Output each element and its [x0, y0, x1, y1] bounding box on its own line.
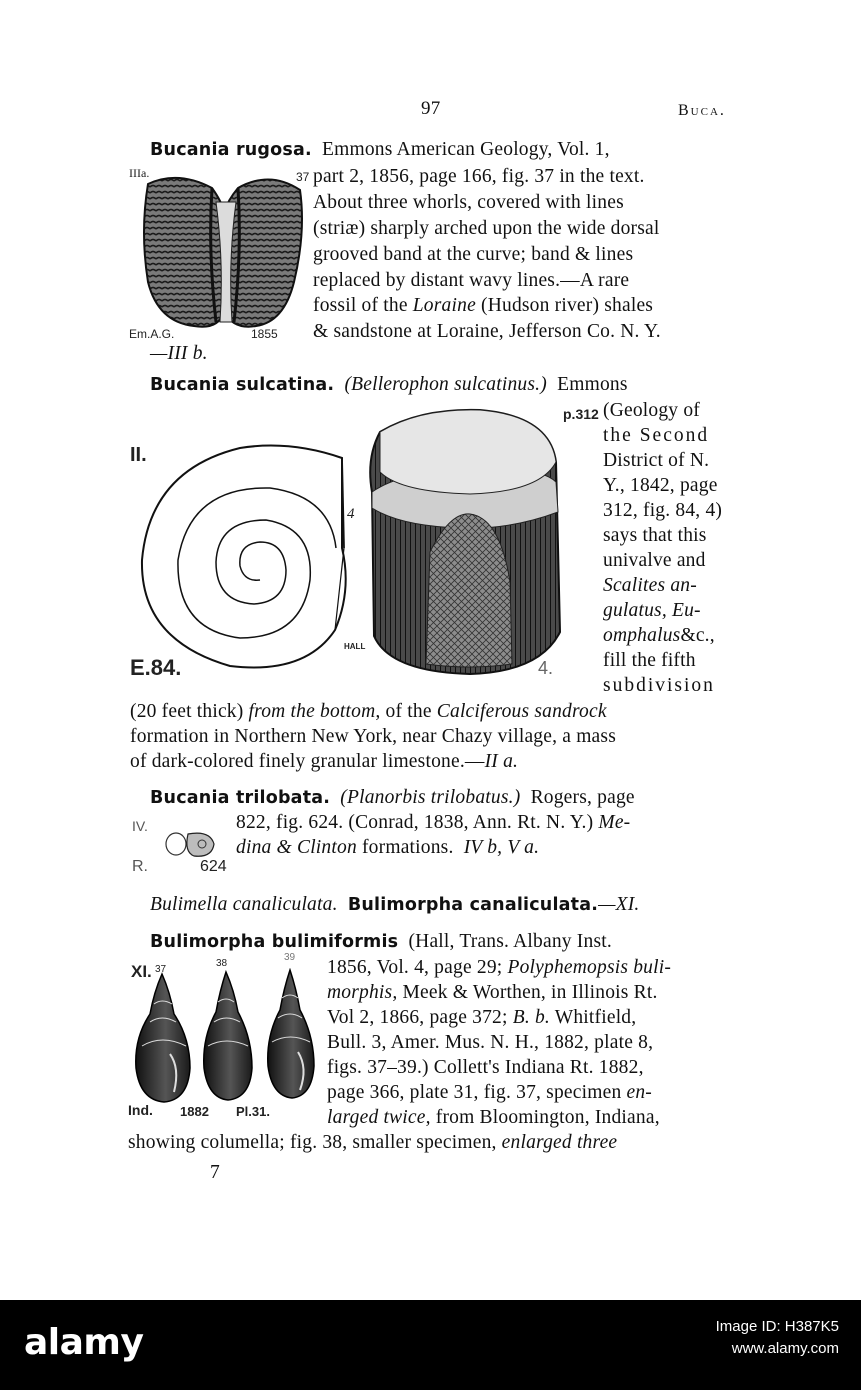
spiral-shell-outline [130, 430, 355, 675]
entry-text-line: (striæ) sharply arched upon the wide dorsal [313, 218, 660, 239]
signature-mark: 7 [210, 1162, 220, 1183]
running-head: Buca. [678, 102, 726, 119]
entry-text-line: (Hall, Trans. Albany Inst. [408, 931, 612, 952]
entry-text-line: Scalites an- [603, 575, 697, 596]
entry-text-line: & sandstone at Loraine, Jefferson Co. N. Y. [313, 321, 661, 342]
figure-label: 39 [284, 952, 296, 963]
figure-label: IIIa. [129, 166, 150, 180]
entry-text-line: larged twice, from Bloomington, Indiana, [327, 1107, 660, 1128]
synonym: (Bellerophon sulcatinus.) [344, 374, 547, 395]
entry-text-line: fill the fifth [603, 650, 696, 671]
figure-label: 4 [347, 506, 355, 522]
figure-label: Em.A.G. [129, 327, 175, 341]
entry-bucania-rugosa [150, 137, 610, 163]
entry-text-line: Vol 2, 1866, page 372; B. b. Whitfield, [327, 1007, 637, 1028]
entry-text-line: subdivision [603, 675, 715, 696]
figure-label: IV. [132, 818, 148, 834]
entry-text-line: the Second [603, 425, 710, 446]
figure-label: 37 [155, 964, 167, 975]
bucania-trilobata-illustration [160, 822, 220, 862]
figure-label: 624 [200, 858, 227, 875]
entry-text-line: District of N. [603, 450, 710, 471]
figure-label: II. [130, 444, 147, 466]
entry-text-line: page 366, plate 31, fig. 37, specimen en- [327, 1082, 652, 1103]
image-id: Image ID: H387K5 [715, 1318, 839, 1335]
figure-label: 38 [216, 958, 228, 969]
bucania-rugosa-illustration [138, 172, 306, 332]
entry-text-line: (Geology of [603, 400, 700, 421]
entry-text-line: says that this [603, 525, 707, 546]
entry-text-line: 822, fig. 624. (Conrad, 1838, Ann. Rt. N. Y.) Me- [236, 812, 631, 833]
entry-text-line: of dark-colored finely granular limestone.—II a. [130, 751, 519, 772]
synonym: Bulimella canaliculata. [150, 894, 338, 915]
species-name: Bucania sulcatina. [150, 375, 335, 395]
page-number: 97 [421, 98, 441, 119]
site-url: www.alamy.com [731, 1340, 839, 1357]
entry-text-line: part 2, 1856, page 166, fig. 37 in the text. [313, 166, 645, 187]
figure-label: E.84. [130, 655, 182, 680]
entry-text-line: univalve and [603, 550, 706, 571]
figure-label: Pl.31. [236, 1104, 270, 1119]
entry-bulimorpha-bulimiformis [150, 929, 612, 955]
entry-text-line: About three whorls, covered with lines [313, 192, 624, 213]
figure-label: R. [132, 858, 148, 875]
entry-text-line: showing columella; fig. 38, smaller specimen, enlarged three [128, 1132, 618, 1153]
entry-text-line: formation in Northern New York, near Chazy village, a mass [130, 726, 616, 747]
sulcatina-block-illustration [360, 402, 570, 682]
alamy-logo: alamy [24, 1322, 144, 1363]
figure-label: 1882 [180, 1104, 209, 1119]
entry-text-line: figs. 37–39.) Collett's Indiana Rt. 1882, [327, 1057, 644, 1078]
entry-text-line: Bull. 3, Amer. Mus. N. H., 1882, plate 8, [327, 1032, 654, 1053]
entry-bucania-sulcatina [150, 372, 628, 398]
entry-text-line: fossil of the Loraine (Hudson river) shales [313, 295, 654, 316]
entry-text-line: (20 feet thick) from the bottom, of the Calciferous sandrock [130, 701, 607, 722]
entry-text-line: morphis, Meek & Worthen, in Illinois Rt. [327, 982, 658, 1003]
author: Emmons [557, 374, 628, 395]
entry-bulimorpha-canaliculata [150, 892, 640, 918]
species-name: Bulimorpha canaliculata. [347, 895, 599, 915]
geologic-age: —III b. [150, 343, 208, 364]
synonym: (Planorbis trilobatus.) [340, 787, 521, 808]
figure-label: 1855 [251, 327, 278, 341]
entry-bucania-trilobata [150, 785, 635, 811]
species-name: Bulimorpha bulimiformis [150, 932, 399, 952]
figure-label: p.312 [563, 406, 599, 422]
entry-text-line: Rogers, page [530, 787, 635, 808]
entry-text-line: replaced by distant wavy lines.—A rare [313, 270, 630, 291]
entry-text-line: 312, fig. 84, 4) [603, 500, 723, 521]
entry-text-line: omphalus&c., [603, 625, 715, 646]
entry-text-line: Y., 1842, page [603, 475, 718, 496]
entry-text-line: 1856, Vol. 4, page 29; Polyphemopsis buli- [327, 957, 672, 978]
figure-label: Ind. [128, 1102, 153, 1118]
entry-text-line: Emmons American Geology, Vol. 1, [322, 139, 610, 160]
entry-text-line: dina & Clinton formations. IV b, V a. [236, 837, 540, 858]
figure-label: 37 [296, 170, 310, 184]
figure-label: HALL [344, 642, 366, 651]
entry-text-line: grooved band at the curve; band & lines [313, 244, 634, 265]
entry-text-line: gulatus, Eu- [603, 600, 701, 621]
species-name: Bucania trilobata. [150, 788, 331, 808]
geologic-age: —XI. [598, 894, 640, 915]
species-name: Bucania rugosa. [150, 140, 312, 160]
figure-label: 4. [538, 658, 554, 678]
image-id-block [716, 1316, 839, 1360]
figure-label: XI. [131, 962, 152, 981]
bulimorpha-shells-illustration [130, 968, 315, 1108]
